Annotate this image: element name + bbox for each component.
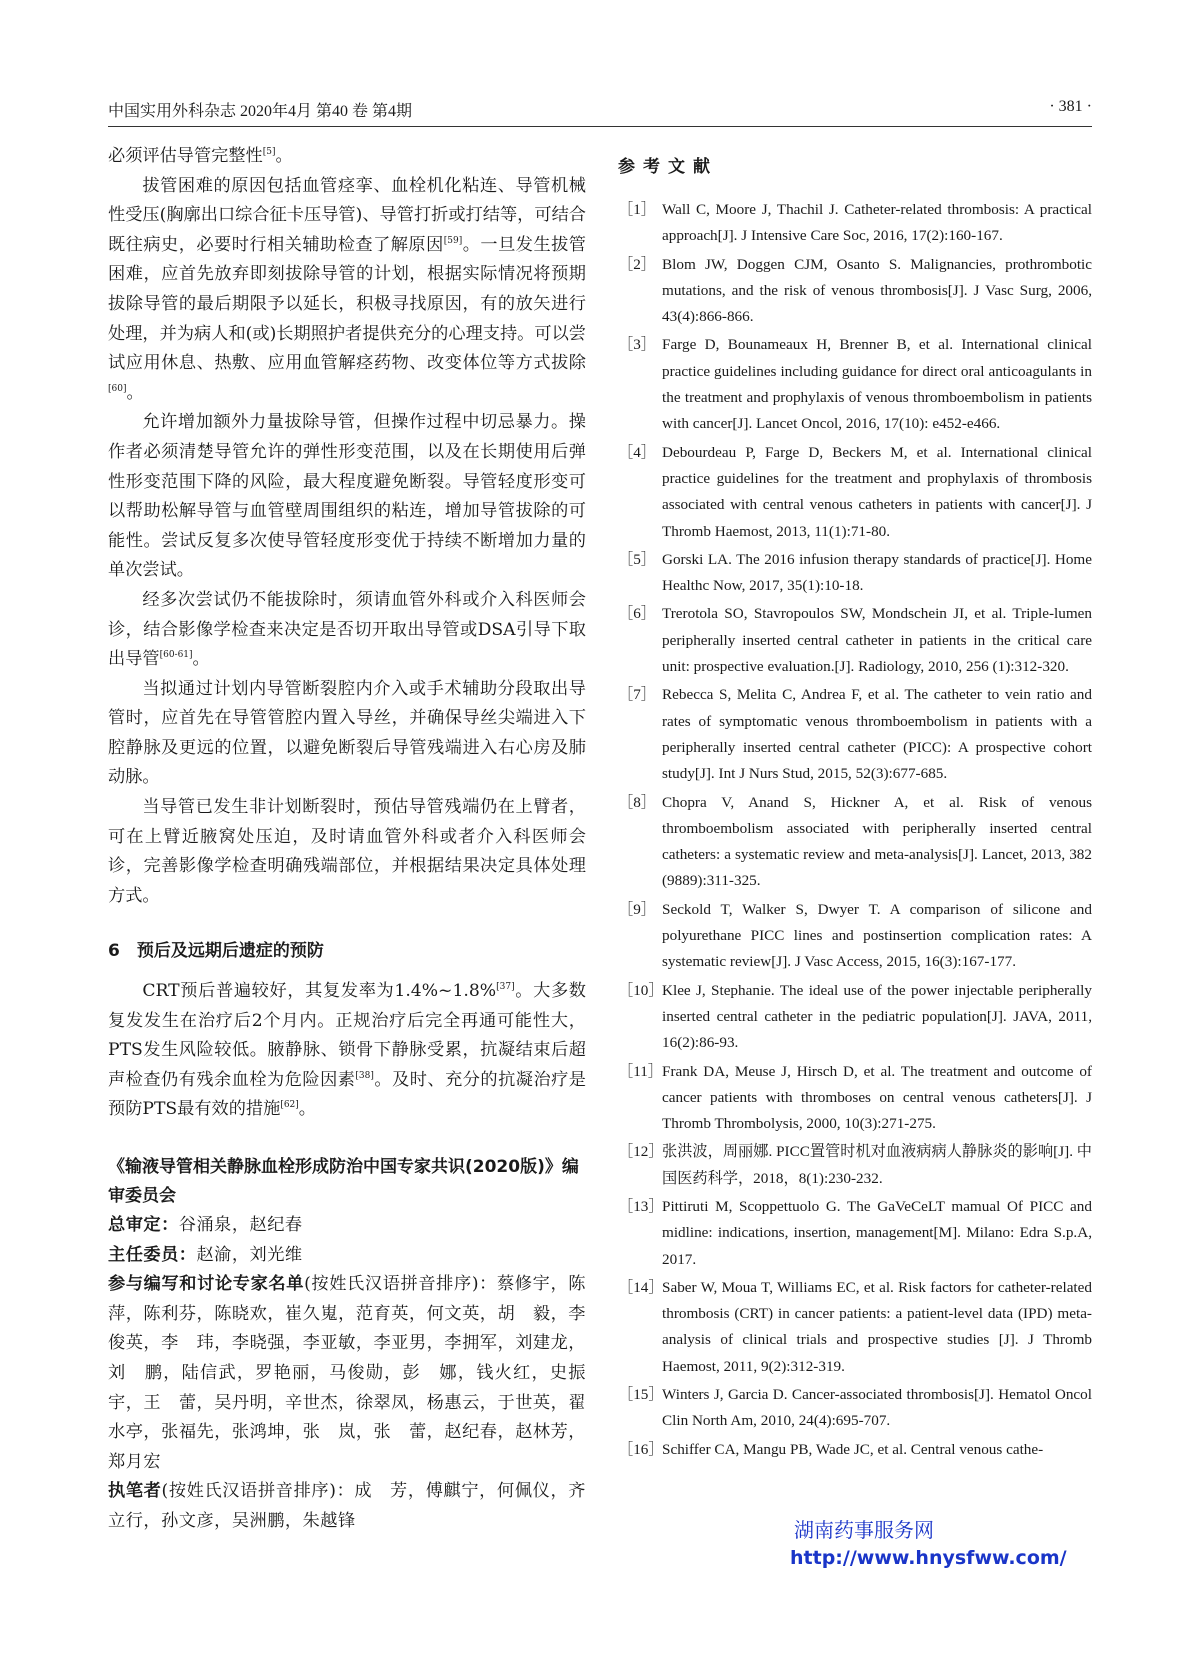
paragraph-3: 经多次尝试仍不能拔除时，须请血管外科或介入科医师会诊，结合影像学检查来决定是否切开取出导管或DSA引导下取出导管[60-61]。 (108, 589, 586, 670)
reference-number: ［10］ (618, 981, 664, 999)
reference-number: ［9］ (618, 900, 656, 918)
reference-number: ［7］ (618, 686, 656, 704)
paragraph-2: 允许增加额外力量拔除导管，但操作过程中切忌暴力。操作者必须清楚导管允许的弹性形变范围，以及在长期使用后弹性形变范围下降的风险，最大程度避免断裂。导管轻度形变可以帮助松解导管与血管壁周围组织的粘连，增加导管拔除的可能性。尝试反复多次使导管轻度形变优于持续不断增加力量的单次尝试。 (108, 412, 586, 581)
reference-text: 张洪波，周丽娜. PICC置管时机对血液病病人静脉炎的影响[J]. 中国医药科学，2018，8(1):230-232. (662, 1143, 1092, 1187)
paragraph-5: 当导管已发生非计划断裂时，预估导管残端仍在上臂者，可在上臂近腋窝处压迫，及时请血管外科或者介入科医师会诊，完善影像学检查明确残端部位，并根据结果决定具体处理方式。 (108, 797, 586, 906)
reference-item (618, 440, 1092, 545)
citation[interactable]: [37] (496, 982, 515, 993)
reference-item (618, 197, 1092, 250)
reference-text: Chopra V, Anand S, Hickner A, et al. Risk of venous thromboembolism associated with peripherally inserted central catheters: a systematic review and meta-analysis[J]. Lancet, 2013, 382 (9889):311-325. (662, 793, 1092, 890)
reference-item (618, 1139, 1092, 1192)
reference-number: ［14］ (618, 1278, 664, 1296)
reference-number: ［11］ (618, 1062, 663, 1080)
reference-item (618, 1275, 1092, 1380)
references-heading: 参考文献 (618, 157, 718, 177)
watermark-name: 湖南药事服务网 (794, 1518, 934, 1542)
reference-number: ［4］ (618, 443, 656, 461)
committee-members: 参与编写和讨论专家名单(按姓氏汉语拼音排序)：蔡修宇，陈 萍，陈利芬，陈晓欢，崔久嵬，范育英，何文英，胡 毅，李俊英，李 玮，李晓强，李亚敏，李亚男，李拥军，刘建龙，刘 鹏，陆信武，罗艳丽，马俊勋，彭 娜，钱火红，史振宇，王 蕾，吴丹明，辛世杰，徐翠凤，杨惠云，于世英，翟水亭，张福先，张鸿坤，张 岚，张 蕾，赵纪春，赵林芳，郑月宏 (108, 1274, 604, 1472)
reference-number: ［16］ (618, 1440, 664, 1458)
reference-text: Saber W, Moua T, Williams EC, et al. Risk factors for catheter-related thrombosis (CRT) in cancer patients: a patient-level data (IPD) meta-analysis of clinical trials and prospective studies [J]. J Thromb Haemost, 2011, 9(2):312-319. (662, 1278, 1092, 1375)
reference-text: Gorski LA. The 2016 infusion therapy standards of practice[J]. Home Healthc Now, 2017, 35(1):10-18. (662, 550, 1092, 595)
reference-text: Rebecca S, Melita C, Andrea F, et al. The catheter to vein ratio and rates of symptomatic venous thromboembolism in patients with a peripherally inserted central catheter (PICC): A prospective cohort study[J]. Int J Nurs Stud, 2015, 52(3):677-685. (662, 686, 1092, 783)
watermark (790, 1514, 1067, 1569)
running-header (108, 92, 1092, 127)
citation[interactable]: [62] (280, 1100, 299, 1111)
citation[interactable]: [60] (108, 383, 127, 394)
reference-item (618, 252, 1092, 331)
reference-number: ［8］ (618, 793, 656, 811)
reference-text: Debourdeau P, Farge D, Beckers M, et al. International clinical practice guidelines for the treatment and prophylaxis of thrombosis associated with central venous catheters in patients with cancer[J]. J Thromb Haemost, 2013, 11(1):71-80. (662, 443, 1092, 540)
paragraph-4: 当拟通过计划内导管断裂腔内介入或手术辅助分段取出导管时，应首先在导管管腔内置入导丝，并确保导丝尖端进入下腔静脉及更远的位置，以避免断裂后导管残端进入右心房及肺动脉。 (108, 678, 586, 788)
reference-item (618, 978, 1092, 1057)
citation[interactable]: [5] (262, 147, 276, 157)
reference-number: ［2］ (618, 255, 656, 273)
reference-item (618, 332, 1092, 437)
reference-item (618, 1194, 1092, 1273)
paragraph-1: 拔管困难的原因包括血管痉挛、血栓机化粘连、导管机械性受压(胸廓出口综合征卡压导管)、导管打折或打结等，可结合既往病史，必要时行相关辅助检查了解原因[59]。一旦发生拔管困难，应首先放弃即刻拔除导管的计划，根据实际情况将预期拔除导管的最后期限予以延长，积极寻找原因，有的放矢进行处理，并为病人和(或)长期照护者提供充分的心理支持。可以尝试应用休息、热敷、应用血管解痉药物、改变体位等方式拔除[60]。 (108, 175, 586, 403)
committee-title: 《输液导管相关静脉血栓形成防治中国专家共识(2020版)》编审委员会 (108, 1157, 579, 1206)
citation[interactable]: [38] (355, 1070, 374, 1081)
reference-item (618, 1382, 1092, 1435)
reference-text: Trerotola SO, Stavropoulos SW, Mondschein JI, et al. Triple-lumen peripherally inserted central catheter in patients in the critical care unit: prospective evaluation.[J]. Radiology, 2010, 256 (1):312-320. (662, 605, 1092, 676)
reference-number: ［13］ (618, 1197, 664, 1215)
reference-list (618, 197, 1092, 1463)
paragraph-0: 必须评估导管完整性[5]。 (108, 146, 293, 166)
page-number: · 381 · (1049, 98, 1092, 115)
reference-text: Wall C, Moore J, Thachil J. Catheter-related thrombosis: A practical approach[J]. J Intensive Care Soc, 2016, 17(2):160-167. (662, 201, 1092, 245)
reference-text: Schiffer CA, Mangu PB, Wade JC, et al. Central venous cathe- (662, 1440, 1044, 1458)
committee-writers: 执笔者(按姓氏汉语拼音排序)：成 芳，傅麒宁，何佩仪，齐立行，孙文彦，吴洲鹏，朱越锋 (108, 1481, 586, 1531)
committee-directors: 主任委员：赵渝，刘光维 (108, 1244, 303, 1265)
reference-number: ［12］ (618, 1143, 664, 1161)
reference-text: Frank DA, Meuse J, Hirsch D, et al. The treatment and outcome of cancer patients with thromboses on central venous catheters[J]. J Thromb Thrombolysis, 2000, 10(3):271-275. (662, 1062, 1092, 1133)
reference-text: Blom JW, Doggen CJM, Osanto S. Malignancies, prothrombotic mutations, and the risk of venous thrombosis[J]. J Vasc Surg, 2006, 43(4):866-866. (662, 255, 1092, 326)
reference-number: ［1］ (618, 201, 656, 218)
paragraph-6: CRT预后普遍较好，其复发率为1.4%~1.8%[37]。大多数复发发生在治疗后2个月内。正规治疗后完全再通可能性大，PTS发生风险较低。腋静脉、锁骨下静脉受累，抗凝结束后超声检查仍有残余血栓为危险因素[38]。及时、充分的抗凝治疗是预防PTS最有效的措施[62]。 (108, 981, 586, 1120)
reference-item (618, 1437, 1092, 1463)
committee-list (108, 1211, 604, 1537)
reference-number: ［15］ (618, 1386, 664, 1404)
right-column (618, 142, 1092, 1465)
reference-item (618, 682, 1092, 787)
reference-text: Farge D, Bounameaux H, Brenner B, et al. International clinical practice guidelines including guidance for direct oral anticoagulants in the treatment and prophylaxis of venous thromboembolism in patients with cancer[J]. Lancet Oncol, 2016, 17(10): e452-e466. (662, 336, 1092, 433)
reference-item (618, 897, 1092, 976)
citation[interactable]: [60-61] (159, 650, 193, 661)
reference-item (618, 790, 1092, 895)
citation[interactable]: [59] (443, 235, 463, 246)
reference-text: Klee J, Stephanie. The ideal use of the power injectable peripherally inserted central catheter in the pediatric population[J]. JAVA, 2011, 16(2):86-93. (662, 981, 1092, 1052)
chief-reviewers: 总审定：谷涌泉，赵纪春 (108, 1215, 303, 1235)
reference-number: ［3］ (618, 336, 656, 354)
reference-text: Seckold T, Walker S, Dwyer T. A comparison of silicone and polyurethane PICC lines and postinsertion complication rates: A systematic review[J]. J Vasc Access, 2015, 16(3):167-177. (662, 900, 1092, 971)
reference-item (618, 601, 1092, 680)
reference-number: ［5］ (618, 550, 656, 568)
reference-text: Pittiruti M, Scoppettuolo G. The GaVeCeLT mamual Of PICC and midline: indications, insertion, management[M]. Milano: Edra S.p.A, 2017. (662, 1197, 1092, 1268)
reference-item (618, 1059, 1092, 1138)
left-column (108, 142, 604, 1537)
reference-number: ［6］ (618, 605, 656, 623)
reference-item (618, 547, 1092, 600)
section-heading: 6 预后及远期后遗症的预防 (108, 941, 324, 962)
watermark-url[interactable]: http://www.hnysfww.com/ (790, 1547, 1067, 1569)
journal-info: 中国实用外科杂志 2020年4月 第40 卷 第4期 (108, 103, 413, 120)
reference-text: Winters J, Garcia D. Cancer-associated thrombosis[J]. Hematol Oncol Clin North Am, 2010, 24(4):695-707. (662, 1386, 1092, 1430)
